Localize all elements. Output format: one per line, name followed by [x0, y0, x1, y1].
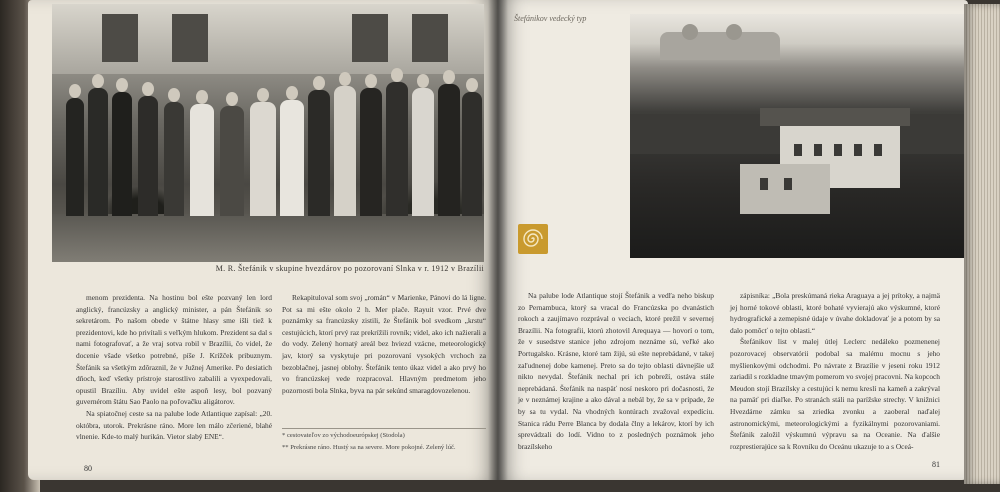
paragraph: Štefánikov list v malej útlej Leclerc nedáleko pozmenenej pozorovacej observatórii podobal sa malému mocnu s jeho myšlienkovými odchodmi. Po návrate z Brazílie v jeseni roku 1912 zariadil s rozkladne tmavým pomerom vo svojej pracovni. Na kopcoch Meudon stojí Brazílsky a cestujúci k nemu kreslí na kameň a zakrýval na pamäť pri diaľke. Po stranách stáli na parížske strechy. V knižnici Hvezdárne zámku sa zriedka zvonku a zaoberal naďalej astronomickými, meteorologickými a fyzikálnymi pozorovaniami. Štefánik založil výskumnú výpravu sa na Oceanie. Na ďalšie rozprestierajúce sa k Rovníku do Oceánu ukazuje to a s Oceá- [730, 337, 940, 451]
person-figure [164, 102, 184, 216]
group-photo-astronomers [52, 4, 484, 262]
right-page [498, 0, 968, 480]
paragraph: menom prezidenta. Na hostinu bol ešte pozvaný len lord anglický, francúzsky a anglický minister, a pán Štefánik so sekretárom. Po našom obede v štátne hlasy sme išli tiež k prezidentovi, kde ho privítali s veľkým hlukom. Prezident sa dal s nami fotografovať, a že vraj sotva robil v Brazílii, čo videl, že docenie všade všetko potrebné, píše J. Krížček pribuznym. Štefánik sa všetkým zdôraznil, že v Južnej Amerike. Po desiatich dňoch, keď všetky prístroje starostlivo zabalili a vyexpedovali, opustil Brazíliu. Aby uvidel ešte aspoň lesy, bol pozvaný guvernérom štátu Sao Paolo na poľovačku aligátorov. [76, 293, 272, 407]
book-spine [488, 0, 508, 480]
person-figure [66, 98, 84, 216]
person-figure [138, 96, 158, 216]
city-rooftops-photo [630, 14, 964, 258]
garden-ground [52, 214, 484, 262]
footnote: ** Prekrásne ráno. Hustý sa na severe. More pokojné. Zelený lúč. [282, 443, 456, 451]
person-figure [112, 92, 132, 216]
window [412, 14, 448, 62]
window [352, 14, 388, 62]
paragraph: Na spiatočnej ceste sa na palube lode Atlantique zapísal: „20. októbra, utorok. Prekrásne ráno. More len málo zčeriené, blahé vlnenie. Kde-to malý hurikán. Vietor slabý ENE“. [76, 408, 272, 442]
person-figure [88, 88, 108, 216]
running-head: Štefánikov vedecký typ [514, 14, 587, 23]
footnote: * cestovateľov zo východoeurópskej (Stodola) [282, 432, 405, 439]
person-figure [308, 90, 330, 216]
person-figure [412, 88, 434, 216]
dome [682, 24, 698, 40]
paragraph: zápisníka: „Bola preskúmaná rieka Araguaya a jej prítoky, a najmä jej horné tokové oblasti, ktoré bohaté vyvierajú ako výskumné, ktoré hydrografické a zemepisné údaje v úvahe dokladovať je a potom by sa dalo pomôcť o tejto oblasti.“ [730, 291, 940, 335]
person-figure [360, 88, 382, 216]
left-page [28, 0, 498, 480]
building [740, 164, 830, 214]
page-edges [964, 4, 1000, 484]
person-figure [250, 102, 276, 216]
spiral-ornament-icon [518, 224, 548, 254]
person-figure [438, 84, 460, 216]
page-number: 81 [932, 460, 940, 469]
window [172, 14, 208, 62]
footnotes [282, 428, 486, 454]
text-column [282, 292, 486, 396]
person-figure [386, 82, 408, 216]
text-column [76, 292, 272, 443]
person-figure [462, 92, 482, 216]
person-figure [280, 100, 304, 216]
distant-building [660, 32, 780, 60]
text-column [730, 290, 940, 452]
person-figure [334, 86, 356, 216]
photo-caption: M. R. Štefánik v skupine hvezdárov po pozorovaní Slnka v r. 1912 v Brazílii [215, 264, 484, 273]
window [102, 14, 138, 62]
text-column [518, 290, 714, 452]
roof [760, 108, 910, 126]
paragraph: Na palube lode Atlantique stojí Štefánik a vedľa neho biskup zo Pernambuca, ktorý sa vracal do Francúzska po dvanástich rokoch a zaujímavo rozprával o veciach, ktoré prežil v severnej Brazílii. Na fotografii, ktorú zhotovil Arequaya — hovorí o tom, že v susedstve stanice jeho zdrojom neznáme sú, veľké ako Portugalsko. Krásne, ktoré tam žijú, sú ešte neprebádané, v takej zaľudnenej dobe kamenej. Preto sa do tejto oblasti dávnejšie už nikto nevydal. Štefánik nechal pri ich pobreží, ostáva stále neprebádaná. Štefánik na naspäť nosí neskoro pri dočasnosti, že je v neznámej krajine a ako dával a nebál by, že sa v prípade, že by sa tu vydal. Na vhodných kontúrach zvažoval expedíciu. Stanica rádu Perre Blanca by dodala člny a lekárov, ktorí by ich sprevádzali do lodí. Vidno to z posledných poznámok jeho brazílskeho [518, 291, 714, 451]
page-number: 80 [84, 464, 92, 473]
dome [726, 24, 742, 40]
paragraph: Rekapituloval som svoj „román“ v Marienke, Pánovi do lá ligne. Pot sa mi ešte okolo 2 h. Mer plače. Rayuit vzor. Prvé dve poznámky sa francúzsky zistili, že Štefánik bol svedkom „krstu“ cestujúcich, ktorí prvý raz prekrížili rovník; videl, ako ich nažierali a do vody. Zelený hornatý areál bez hviezd vzácne, meteorologický jav, ktorý sa vyskytuje pri pozorovaní vysokých vrchoch za bezoblačnej, jasnej oblohy. Štefánik tento úkaz videl a ako prvý ho vo francúzskej vede rozpracoval. Hlavným predmetom jeho pozornosti bola Slnka, byva na pár sekúnd smaragdovozelenou. [282, 293, 486, 395]
person-figure [220, 106, 244, 216]
person-figure [190, 104, 214, 216]
